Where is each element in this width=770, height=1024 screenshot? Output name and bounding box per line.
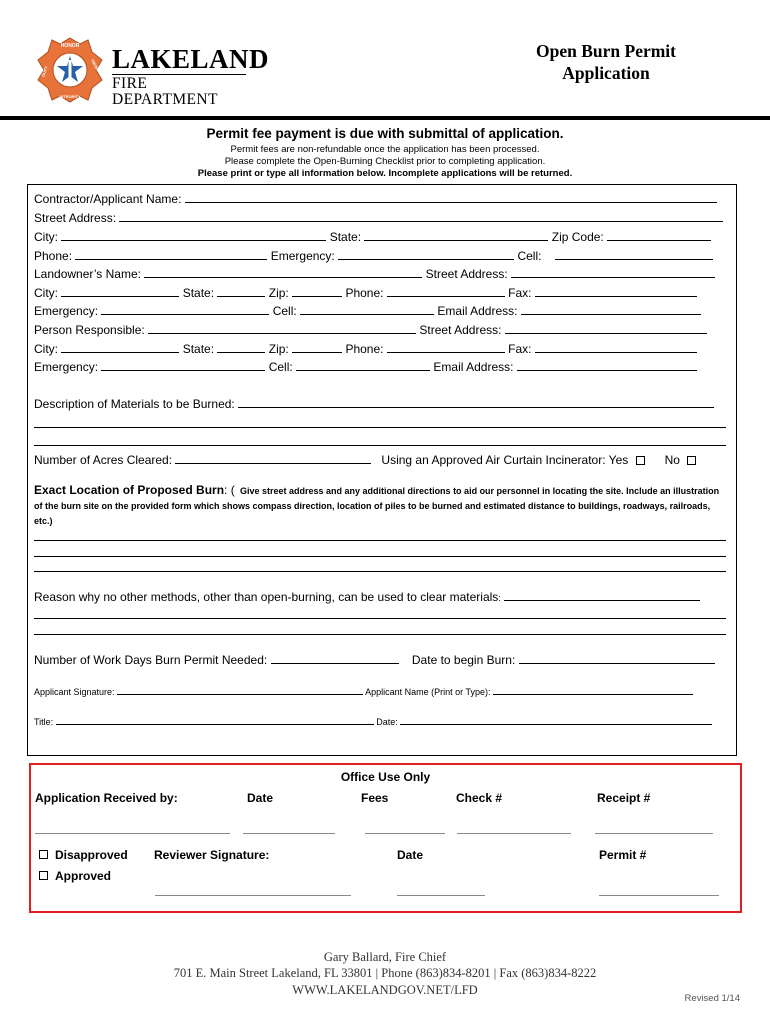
work-days-field[interactable] [271,653,399,664]
description-line-2[interactable] [34,427,726,428]
state-label: State: [329,230,362,244]
header-divider [0,116,770,120]
person-responsible-field[interactable] [148,323,416,334]
landowner-phone-label: Phone: [345,286,384,300]
contractor-name-field[interactable] [185,192,717,203]
check-field[interactable] [457,833,571,834]
review-date-field[interactable] [397,895,485,896]
responsible-phone-label: Phone: [345,342,384,356]
responsible-city-row [34,342,730,356]
logo-word-top: HONOR [60,43,80,49]
no-checkbox[interactable] [687,456,696,465]
responsible-city-label: City: [34,342,58,356]
disapproved-option[interactable] [39,848,128,862]
applicant-signature-label: Applicant Signature: [34,687,115,697]
responsible-fax-label: Fax: [508,342,532,356]
fees-label: Fees [361,791,389,805]
title-field[interactable] [56,716,374,725]
landowner-row [34,267,730,281]
emergency-field[interactable] [338,249,514,260]
fee-notice: Permit fee payment is due with submittal of application. [206,126,564,141]
landowner-city-row [34,286,730,300]
phone-row [34,249,730,263]
city-label: City: [34,230,58,244]
reason-line-3[interactable] [34,634,726,635]
cell-label: Cell: [517,249,542,263]
landowner-zip-field[interactable] [292,286,342,297]
landowner-state-field[interactable] [217,286,265,297]
reviewer-signature-label: Reviewer Signature: [154,848,270,862]
landowner-city-field[interactable] [61,286,179,297]
incinerator-label: Using an Approved Air Curtain Incinerator: [381,453,606,467]
fire-department-logo [36,36,104,104]
approved-label: Approved [55,869,112,883]
refund-notice: Permit fees are non-refundable once the application has been processed. [230,144,540,155]
phone-field[interactable] [75,249,267,260]
application-form [27,184,737,756]
contractor-name-label: Contractor/Applicant Name: [34,192,182,206]
approved-checkbox[interactable] [39,871,48,880]
cell-field[interactable] [555,249,713,260]
person-responsible-row [34,323,730,337]
landowner-emergency-label: Emergency: [34,304,99,318]
revision-note: Revised 1/14 [684,993,740,1004]
location-line-3[interactable] [34,571,726,572]
received-by-label: Application Received by: [35,791,178,805]
description-row [34,397,730,411]
responsible-phone-field[interactable] [387,342,505,353]
responsible-cell-label: Cell: [268,360,293,374]
applicant-name-label: Applicant Name (Print or Type): [365,687,491,697]
landowner-cell-field[interactable] [300,304,434,315]
landowner-emergency-field[interactable] [101,304,269,315]
permit-number-field[interactable] [599,895,719,896]
document-title-line2: Application [562,63,650,83]
landowner-cell-label: Cell: [272,304,297,318]
document-title [536,40,676,84]
title-label: Title: [34,717,54,727]
landowner-street-label: Street Address: [425,267,508,281]
reason-colon: : [498,593,501,603]
landowner-phone-field[interactable] [387,286,505,297]
document-title-line1: Open Burn Permit [536,41,676,61]
exact-location-instructions: Give street address and any additional directions to aid our personnel in locating the site. Include an illustration of the burn site on the provided form which shows compass direction, location of piles to be burned and estimated distance to buildings, roadways, railroads, etc.) [34,486,720,526]
exact-location-colon: : ( [224,483,235,497]
landowner-emergency-row [34,304,730,318]
no-label: No [664,453,680,467]
landowner-fax-field[interactable] [535,286,697,297]
responsible-emergency-label: Emergency: [34,360,99,374]
reason-field[interactable] [504,590,700,601]
work-days-label: Number of Work Days Burn Permit Needed: [34,653,268,667]
city-row [34,230,730,244]
responsible-emergency-row [34,360,730,374]
disapproved-checkbox[interactable] [39,850,48,859]
permit-number-label: Permit # [599,848,647,862]
zip-code-label: Zip Code: [551,230,604,244]
responsible-city-field[interactable] [61,342,179,353]
responsible-zip-field[interactable] [292,342,342,353]
yes-checkbox[interactable] [636,456,645,465]
street-address-field[interactable] [119,211,723,222]
responsible-email-label: Email Address: [433,360,514,374]
emergency-label: Emergency: [270,249,335,263]
responsible-street-field[interactable] [505,323,707,334]
approved-option[interactable] [39,869,111,883]
description-label: Description of Materials to be Burned: [34,397,235,411]
reason-label: Reason why no other methods, other than open-burning, can be used to clear materials [34,590,499,604]
date-begin-label: Date to begin Burn: [411,653,516,667]
logo-word-bottom: INTEGRITY [59,94,81,99]
footer-website[interactable]: WWW.LAKELANDGOV.NET/LFD [292,983,478,997]
reason-line-2[interactable] [34,618,726,619]
office-date-label: Date [247,791,274,805]
received-by-field[interactable] [35,833,230,834]
acres-field[interactable] [175,453,371,464]
acres-row [34,453,730,467]
title-row [34,715,730,729]
state-field[interactable] [364,230,548,241]
footer-address: 701 E. Main Street Lakeland, FL 33801 | Phone (863)834-8201 | Fax (863)834-8222 [173,966,597,980]
responsible-zip-label: Zip: [268,342,289,356]
description-line-3[interactable] [34,445,726,446]
applicant-signature-field[interactable] [117,686,363,695]
responsible-state-label: State: [182,342,215,356]
receipt-label: Receipt # [597,791,651,805]
applicant-name-field[interactable] [493,686,693,695]
location-line-1[interactable] [34,540,726,541]
footer-chief: Gary Ballard, Fire Chief [323,950,447,964]
location-line-2[interactable] [34,556,726,557]
person-responsible-label: Person Responsible: [34,323,145,337]
landowner-zip-label: Zip: [268,286,289,300]
responsible-cell-field[interactable] [296,360,430,371]
check-label: Check # [456,791,503,805]
receipt-field[interactable] [595,833,713,834]
yes-label: Yes [608,453,629,467]
city-field[interactable] [61,230,326,241]
contractor-name-row [34,192,730,206]
title-date-label: Date: [376,717,398,727]
fees-field[interactable] [365,833,445,834]
zip-code-field[interactable] [607,230,711,241]
brand-block [112,46,269,108]
title-date-field[interactable] [400,716,712,725]
logo-word-left: DUTY [40,65,49,78]
street-address-row [34,211,730,225]
office-date-field[interactable] [243,833,335,834]
responsible-fax-field[interactable] [535,342,697,353]
checklist-notice: Please complete the Open-Burning Checklist prior to completing application. [224,156,546,167]
landowner-street-field[interactable] [511,267,715,278]
print-notice: Please print or type all information below. Incomplete applications will be returned. [197,168,573,179]
disapproved-label: Disapproved [55,848,128,862]
landowner-email-label: Email Address: [437,304,518,318]
responsible-street-label: Street Address: [419,323,502,337]
landowner-name-field[interactable] [144,267,422,278]
date-begin-field[interactable] [519,653,715,664]
responsible-email-field[interactable] [517,360,697,371]
landowner-name-label: Landowner’s Name: [34,267,141,281]
phone-label: Phone: [34,249,73,263]
office-use-title: Office Use Only [340,770,431,784]
landowner-email-field[interactable] [521,304,701,315]
landowner-fax-label: Fax: [508,286,532,300]
landowner-state-label: State: [182,286,215,300]
street-address-label: Street Address: [34,211,117,225]
office-use-section [29,763,742,913]
acres-label: Number of Acres Cleared: [34,453,173,467]
exact-location-title: Exact Location of Proposed Burn [34,483,225,497]
brand-subtitle: FIRE DEPARTMENT [112,74,246,108]
logo-word-right: TRUST [89,58,101,73]
description-field[interactable] [238,397,714,408]
reason-row [34,590,730,605]
responsible-state-field[interactable] [217,342,265,353]
review-date-label: Date [397,848,424,862]
work-days-row [34,653,730,667]
signature-row [34,685,730,699]
landowner-city-label: City: [34,286,58,300]
brand-name: LAKELAND [112,44,270,74]
responsible-emergency-field[interactable] [101,360,265,371]
reviewer-signature-field[interactable] [155,895,351,896]
